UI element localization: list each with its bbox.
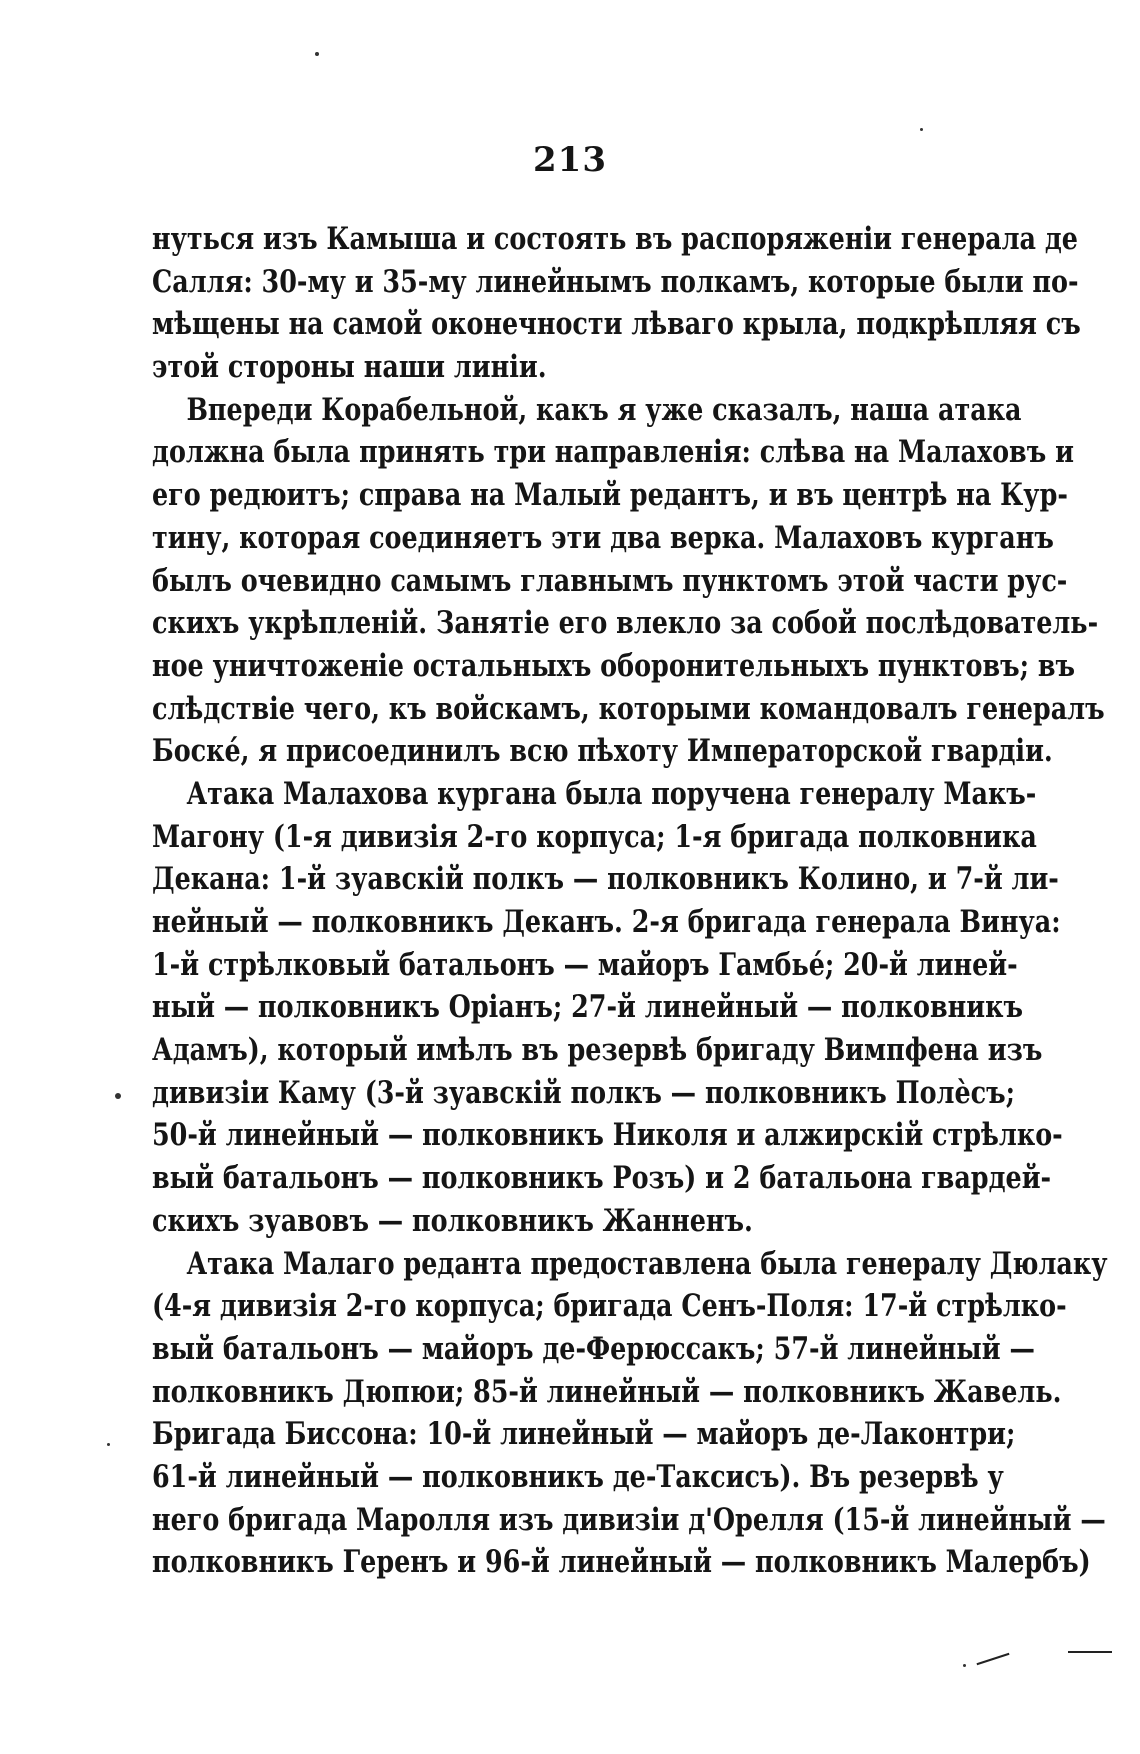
ink-speck <box>963 1664 966 1667</box>
text-line: Салля: 30-му и 35-му линейнымъ полкамъ, которые были по- <box>152 263 1079 300</box>
text-line: ное уничтоженіе остальныхъ оборонительныхъ пунктовъ; въ <box>152 647 1076 684</box>
text-line: 50-й линейный — полковникъ Николя и алжирскій стрѣлко- <box>152 1117 1063 1154</box>
ink-speck <box>920 128 923 131</box>
text-line: былъ очевидно самымъ главнымъ пунктомъ этой части рус- <box>152 562 1068 599</box>
text-line: ный — полковникъ Оріанъ; 27-й линейный — полковникъ <box>152 989 1023 1026</box>
paragraph-3 <box>152 773 1063 1243</box>
text-line: 1-й стрѣлковый батальонъ — майоръ Гамбье́; 20-й линей- <box>152 946 1018 983</box>
paragraph-4 <box>152 1243 1108 1585</box>
text-line: скихъ укрѣпленій. Занятіе его влекло за собой послѣдователь- <box>152 605 1099 642</box>
text-line: Декана: 1-й зуавскій полкъ — полковникъ Колино, и 7-й ли- <box>152 861 1059 898</box>
text-line: Атака Малаго реданта предоставлена была генералу Дюлаку <box>186 1245 1108 1282</box>
text-line: Магону (1-я дивизія 2-го корпуса; 1-я бригада полковника <box>152 818 1037 855</box>
text-line: слѣдствіе чего, къ войскамъ, которыми командовалъ генералъ <box>152 690 1105 727</box>
text-line: Впереди Корабельной, какъ я уже сказалъ, наша атака <box>186 391 1022 428</box>
text-line: должна была принять три направленія: слѣва на Малаховъ и <box>152 434 1074 471</box>
ink-speck <box>115 1093 121 1099</box>
text-line: скихъ зуавовъ — полковникъ Жанненъ. <box>152 1202 753 1239</box>
text-line: 61-й линейный — полковникъ де-Таксисъ). Въ резервѣ у <box>152 1458 1004 1495</box>
text-line: полковникъ Геренъ и 96-й линейный — полковникъ Малербъ) <box>152 1544 1091 1581</box>
ink-speck <box>315 52 319 56</box>
text-line: (4-я дивизія 2-го корпуса; бригада Сенъ-Поля: 17-й стрѣлко- <box>152 1288 1067 1325</box>
text-line: Бригада Биссона: 10-й линейный — майоръ де-Лаконтри; <box>152 1416 1016 1453</box>
paragraph-2 <box>152 389 1105 773</box>
scan-mark <box>1068 1651 1112 1653</box>
text-line: его редюитъ; справа на Малый редантъ, и въ центрѣ на Кур- <box>152 477 1068 514</box>
text-line: Атака Малахова кургана была поручена генералу Макъ- <box>186 775 1037 812</box>
text-line: мѣщены на самой оконечности лѣваго крыла, подкрѣпляя съ <box>152 306 1081 343</box>
paragraph-1 <box>152 218 1081 389</box>
ink-speck <box>107 1443 110 1446</box>
text-line: нуться изъ Камыша и состоять въ распоряженіи генерала де <box>152 221 1078 257</box>
text-line: нейный — полковникъ Деканъ. 2-я бригада генерала Винуа: <box>152 904 1061 940</box>
page-number: 213 <box>533 140 607 180</box>
text-line: Боске́, я присоединилъ всю пѣхоту Императорской гвардіи. <box>152 733 1053 770</box>
text-line: дивизіи Каму (3-й зуавскій полкъ — полковникъ Полѐсъ; <box>152 1074 1015 1111</box>
text-line: вый батальонъ — майоръ де-Ферюссакъ; 57-й линейный — <box>152 1330 1035 1367</box>
text-line: вый батальонъ — полковникъ Розъ) и 2 батальона гвардей- <box>152 1160 1052 1197</box>
text-line: тину, которая соединяетъ эти два верка. Малаховъ курганъ <box>152 519 1054 556</box>
text-line: этой стороны наши линіи. <box>152 349 547 386</box>
scan-mark <box>977 1653 1010 1665</box>
text-line: него бригада Маролля изъ дивизіи д'Орелля (15-й линейный — <box>152 1501 1106 1538</box>
text-line: полковникъ Дюпюи; 85-й линейный — полковникъ Жавель. <box>152 1373 1062 1410</box>
text-line: Адамъ), который имѣлъ въ резервѣ бригаду Вимпфена изъ <box>152 1032 1043 1069</box>
body-text <box>152 218 1108 1584</box>
